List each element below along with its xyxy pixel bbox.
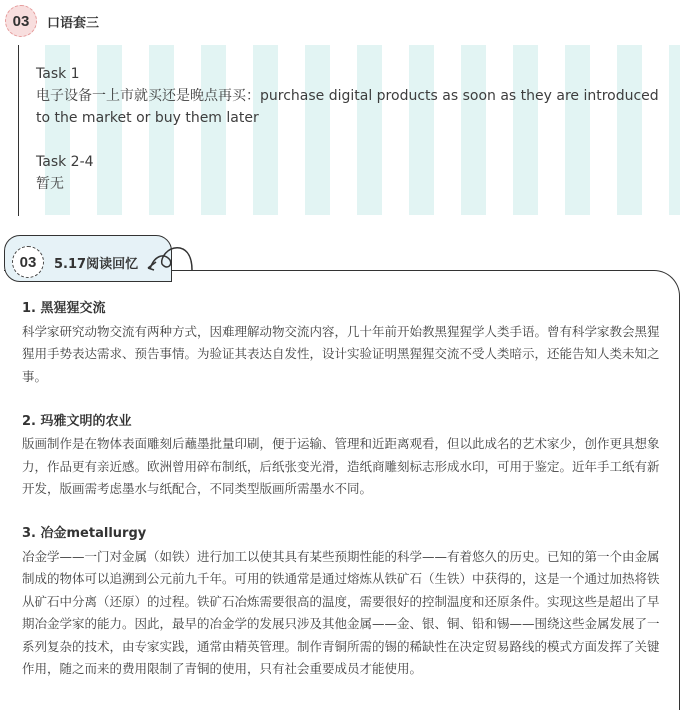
item-heading: 2. 玛雅文明的农业 [22,413,132,429]
item-heading: 3. 冶金metallurgy [22,526,147,541]
curl-decoration-icon [140,238,200,278]
task-text-block [36,63,671,195]
section-number-badge: 03 [12,246,44,278]
item-heading: 1. 黑猩猩交流 [22,301,106,316]
task1-label: Task 1 [36,66,80,82]
task1-text: 电子设备一上市就买还是晚点再买：purchase digital products as soon as they are introduced to the market or buy them later [36,88,659,126]
task24-label: Task 2-4 [36,154,94,170]
section-title: 口语套三 [47,16,100,31]
left-border-line [18,45,19,216]
section-title: 5.17阅读回忆 [54,257,139,272]
item-body: 版画制作是在物体表面雕刻后蘸墨批量印刷，便于运输、管理和近距离观看，但以此成名的艺术家少，创作更具想象力，作品更有亲近感。欧洲曾用碎布制纸，后纸张变光滑，造纸商雕刻标志形成水印，可用于鉴定。近年手工纸有新开发，版画需考虑墨水与纸配合，不同类型版画所需墨水不同。 [22,436,660,496]
section-number-badge: 03 [5,5,37,37]
item-body: 冶金学——一门对金属（如铁）进行加工以使其具有某些预期性能的科学——有着悠久的历史。已知的第一个由金属制成的物体可以追溯到公元前九千年。可用的铁通常是通过熔炼从铁矿石（生铁）中获得的，这是一个通过加热将铁从矿石中分离（还原）的过程。铁矿石冶炼需要很高的温度，需要很好的控制温度和还原条件。实现这些是超出了早期冶金学家的能力。因此，最早的冶金学的发展只涉及其他金属——金、银、铜、铅和锡——围绕这些金属发展了一系列复杂的技术，由专家实践，通常由精英管理。制作青铜所需的锡的稀缺性在决定贸易路线的模式方面发挥了关键作用，随之而来的费用限制了青铜的使用，只有社会重要成员才能使用。 [22,548,660,676]
task24-text: 暂无 [36,176,64,192]
item-body: 科学家研究动物交流有两种方式，因难理解动物交流内容，几十年前开始教黑猩猩学人类手语。曾有科学家教会黑猩猩用手势表达需求、预告事情。为验证其表达自发性，设计实验证明黑猩猩交流不受人类暗示，还能告知人类未知之事。 [22,323,660,384]
reading-recall-list [22,298,664,703]
